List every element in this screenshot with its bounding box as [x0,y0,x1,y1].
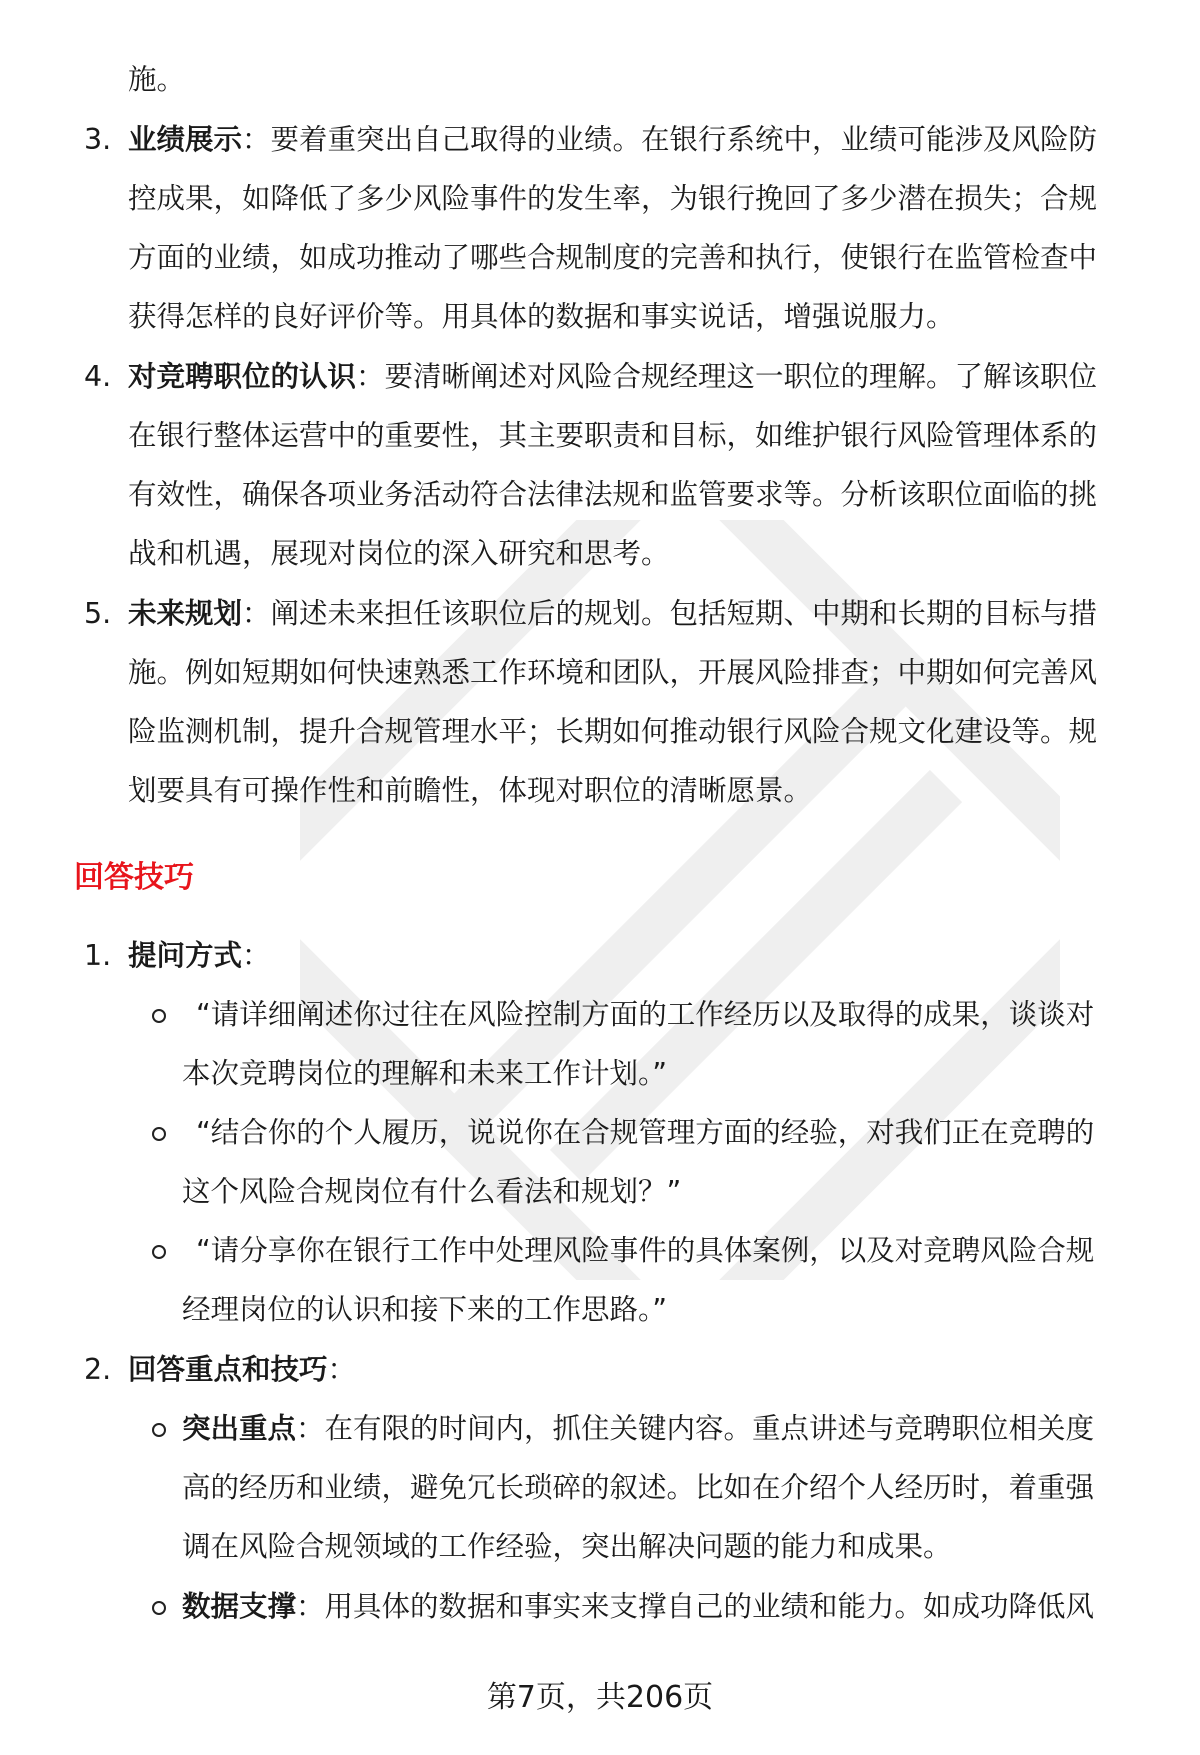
item-title: 提问方式 [128,939,243,972]
bullet-icon [152,1423,166,1437]
list-item-line: 获得怎样的良好评价等。用具体的数据和事实说话，增强说服力。 [128,300,955,333]
list-item-line: 控成果，如降低了多少风险事件的发生率，为银行挽回了多少潜在损失；合规 [128,182,1098,215]
list-item-line: 险监测机制，提升合规管理水平；长期如何推动银行风险合规文化建设等。规 [128,715,1098,748]
list-item-line: 方面的业绩，如成功推动了哪些合规制度的完善和执行，使银行在监管检查中 [128,241,1098,274]
bullet-line: “请详细阐述你过往在风险控制方面的工作经历以及取得的成果，谈谈对 [196,998,1095,1031]
bullet-line: 高的经历和业绩，避免冗长琐碎的叙述。比如在介绍个人经历时，着重强 [182,1471,1095,1504]
bullet-line: 调在风险合规领域的工作经验，突出解决问题的能力和成果。 [182,1530,952,1563]
page-number-footer: 第7页，共206页 [486,1680,714,1715]
list-item-line: 划要具有可操作性和前瞻性，体现对职位的清晰愿景。 [128,774,813,807]
paragraph-line: 施。 [128,63,186,96]
list-item-line: 提问方式： [128,939,271,972]
bullet-icon [152,1245,166,1259]
item-title: 未来规划 [128,597,243,630]
bullet-title: 数据支撑 [182,1590,297,1623]
item-title: 对竞聘职位的认识 [128,360,357,393]
section-heading: 回答技巧 [74,860,194,895]
bullet-line: 突出重点：在有限的时间内，抓住关键内容。重点讲述与竞聘职位相关度 [182,1412,1095,1445]
item-title: 业绩展示 [128,123,243,156]
bullet-line: 经理岗位的认识和接下来的工作思路。” [182,1293,668,1326]
list-item-line: 战和机遇，展现对岗位的深入研究和思考。 [128,537,670,570]
bullet-line: “请分享你在银行工作中处理风险事件的具体案例，以及对竞聘风险合规 [196,1234,1095,1267]
item-title: 回答重点和技巧 [128,1353,328,1386]
bullet-line: 这个风险合规岗位有什么看法和规划？” [182,1175,682,1208]
bullet-line: 数据支撑：用具体的数据和事实来支撑自己的业绩和能力。如成功降低风 [182,1590,1095,1623]
bullet-line: 本次竞聘岗位的理解和未来工作计划。” [182,1057,668,1090]
list-number: 5. [84,597,112,630]
list-number: 1. [84,939,112,972]
list-item-line: 有效性，确保各项业务活动符合法律法规和监管要求等。分析该职位面临的挑 [128,478,1098,511]
bullet-line: “结合你的个人履历，说说你在合规管理方面的经验，对我们正在竞聘的 [196,1116,1095,1149]
bullet-title: 突出重点 [182,1412,297,1445]
watermark-logo [300,520,1060,1280]
bullet-icon [152,1009,166,1023]
list-item-line: 施。例如短期如何快速熟悉工作环境和团队，开展风险排查；中期如何完善风 [128,656,1098,689]
list-item-line: 对竞聘职位的认识：要清晰阐述对风险合规经理这一职位的理解。了解该职位 [128,360,1098,393]
list-number: 2. [84,1353,112,1386]
list-item-line: 业绩展示：要着重突出自己取得的业绩。在银行系统中，业绩可能涉及风险防 [128,123,1098,156]
bullet-icon [152,1601,166,1615]
bullet-icon [152,1127,166,1141]
list-item-line: 回答重点和技巧： [128,1353,357,1386]
list-number: 3. [84,123,112,156]
list-item-line: 在银行整体运营中的重要性，其主要职责和目标，如维护银行风险管理体系的 [128,419,1098,452]
list-item-line: 未来规划：阐述未来担任该职位后的规划。包括短期、中期和长期的目标与措 [128,597,1098,630]
list-number: 4. [84,360,112,393]
